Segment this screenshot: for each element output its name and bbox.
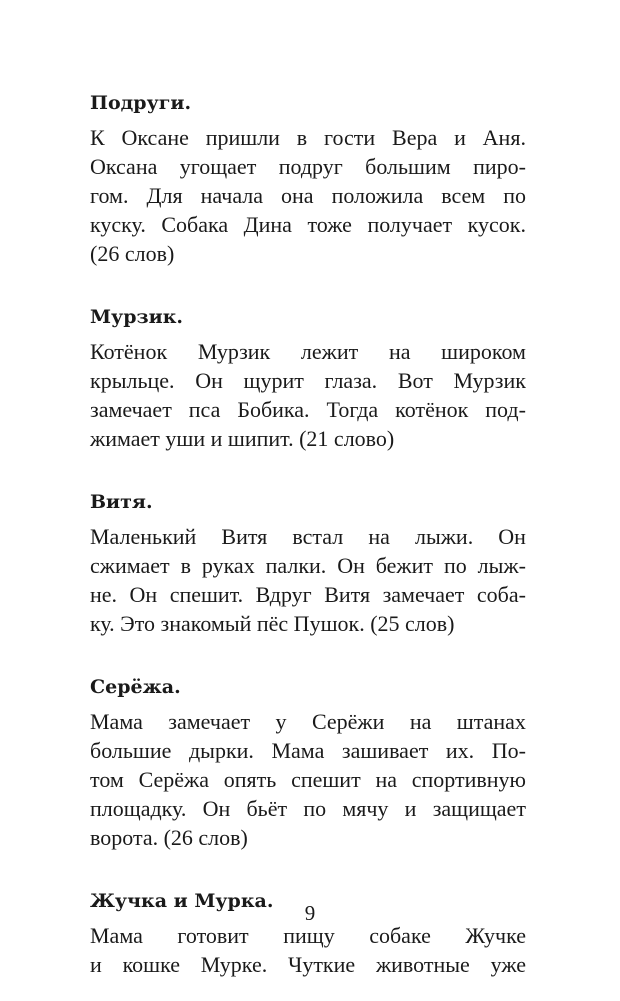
page-number: 9	[304, 901, 316, 925]
word: бежит	[375, 553, 434, 578]
word: штанах	[456, 709, 526, 734]
story-line: ку. Это знакомый пёс Пушок. (25 слов)	[90, 611, 455, 636]
word: замечает	[90, 397, 172, 422]
word: том	[90, 767, 124, 792]
story-line	[90, 123, 526, 152]
story-vitya	[90, 487, 526, 638]
word: Аня.	[482, 125, 526, 150]
word: и	[404, 796, 417, 821]
word: она	[281, 183, 314, 208]
story-line	[90, 366, 526, 395]
word: Витя	[221, 524, 268, 549]
story-line	[90, 707, 526, 736]
word: кошке	[122, 952, 180, 977]
word: Вот	[397, 368, 433, 393]
word: спешит	[291, 767, 361, 792]
word: Он	[129, 582, 158, 607]
word: подруг	[278, 154, 343, 179]
word: Серёжи	[311, 709, 385, 734]
word: Маленький	[90, 524, 197, 549]
word: сжимает	[90, 553, 170, 578]
word: соба-	[476, 582, 526, 607]
word: под-	[485, 397, 526, 422]
word: на	[409, 709, 432, 734]
word: уже	[490, 952, 526, 977]
word: начала	[200, 183, 264, 208]
story-line	[90, 765, 526, 794]
word: пищу	[283, 923, 335, 948]
word: защищает	[432, 796, 526, 821]
word: на	[375, 767, 397, 792]
word: большим	[365, 154, 451, 179]
word: широком	[441, 339, 526, 364]
story-line	[90, 580, 526, 609]
word: встал	[292, 524, 344, 549]
word: пса	[188, 397, 221, 422]
story-line	[90, 736, 526, 765]
word: по	[303, 796, 327, 821]
word: лыжи.	[414, 524, 474, 549]
word: Он	[195, 368, 223, 393]
word: глаза.	[324, 368, 378, 393]
word: их.	[445, 738, 475, 763]
story-line	[90, 522, 526, 551]
word: и	[454, 125, 466, 150]
word: спешит.	[169, 582, 244, 607]
word: не.	[90, 582, 118, 607]
word: Дина	[243, 212, 292, 237]
word: Мурке.	[200, 952, 268, 977]
word: котёнок	[395, 397, 469, 422]
word: куску.	[90, 212, 146, 237]
story-line	[90, 950, 526, 979]
word: всем	[441, 183, 486, 208]
word: положила	[331, 183, 424, 208]
word: Чуткие	[288, 952, 356, 977]
word: гости	[324, 125, 376, 150]
story-line	[90, 794, 526, 823]
story-title: Мурзик.	[90, 306, 184, 328]
story-murzik	[90, 302, 526, 453]
word: по	[503, 183, 526, 208]
word: кусок.	[467, 212, 526, 237]
word: животные	[375, 952, 470, 977]
word: Жучке	[465, 923, 526, 948]
word: бьёт	[246, 796, 288, 821]
word: Вдруг	[255, 582, 312, 607]
word: площадку.	[90, 796, 187, 821]
word: Мурзик	[197, 339, 271, 364]
word: Вера	[392, 125, 438, 150]
word: К	[90, 125, 105, 150]
word: готовит	[177, 923, 249, 948]
story-line: жимает уши и шипит. (21 слово)	[90, 426, 395, 451]
story-line	[90, 395, 526, 424]
story-line	[90, 551, 526, 580]
word: Оксане	[121, 125, 189, 150]
story-seryozha	[90, 672, 526, 852]
word: руках	[201, 553, 255, 578]
word: мячу	[342, 796, 389, 821]
word: щурит	[243, 368, 304, 393]
word: замечает	[168, 709, 251, 734]
word: гом.	[90, 183, 129, 208]
word: дырки.	[188, 738, 254, 763]
story-line	[90, 210, 526, 239]
story-title: Подруги.	[90, 92, 192, 114]
word: на	[368, 524, 390, 549]
word: лежит	[300, 339, 359, 364]
word: Мама	[90, 923, 143, 948]
story-line	[90, 337, 526, 366]
word: по	[443, 553, 467, 578]
word: Мама	[271, 738, 325, 763]
word: на	[388, 339, 411, 364]
word: лыж-	[477, 553, 526, 578]
word: Бобика.	[237, 397, 310, 422]
word: Оксана	[90, 154, 158, 179]
word: Котёнок	[90, 339, 168, 364]
word: в	[296, 125, 308, 150]
story-line: ворота. (26 слов)	[90, 825, 248, 850]
word: Он	[202, 796, 231, 821]
word: пиро-	[473, 154, 526, 179]
story-title: Серёжа.	[90, 676, 181, 698]
story-podrugi	[90, 88, 526, 268]
word: зашивает	[341, 738, 429, 763]
story-line: (26 слов)	[90, 241, 175, 266]
word: опять	[223, 767, 277, 792]
story-title: Витя.	[90, 491, 153, 513]
word: собаке	[369, 923, 431, 948]
word: Собака	[161, 212, 229, 237]
word: спортивную	[411, 767, 526, 792]
story-line	[90, 152, 526, 181]
word: По-	[491, 738, 526, 763]
page-body	[90, 88, 526, 979]
word: Для	[146, 183, 183, 208]
word: Он	[498, 524, 526, 549]
word: у	[275, 709, 287, 734]
word: в	[180, 553, 191, 578]
word: замечает	[382, 582, 465, 607]
word: тоже	[307, 212, 352, 237]
word: угощает	[179, 154, 257, 179]
word: Тогда	[326, 397, 379, 422]
word: большие	[90, 738, 172, 763]
word: крыльце.	[90, 368, 175, 393]
story-title: Жучка и Мурка.	[90, 890, 274, 912]
word: палки.	[265, 553, 327, 578]
word: пришли	[205, 125, 280, 150]
word: Он	[337, 553, 365, 578]
word: Мама	[90, 709, 143, 734]
word: Мурзик	[453, 368, 526, 393]
word: Витя	[324, 582, 371, 607]
word: и	[90, 952, 102, 977]
word: получает	[367, 212, 453, 237]
story-line	[90, 181, 526, 210]
word: Серёжа	[138, 767, 210, 792]
